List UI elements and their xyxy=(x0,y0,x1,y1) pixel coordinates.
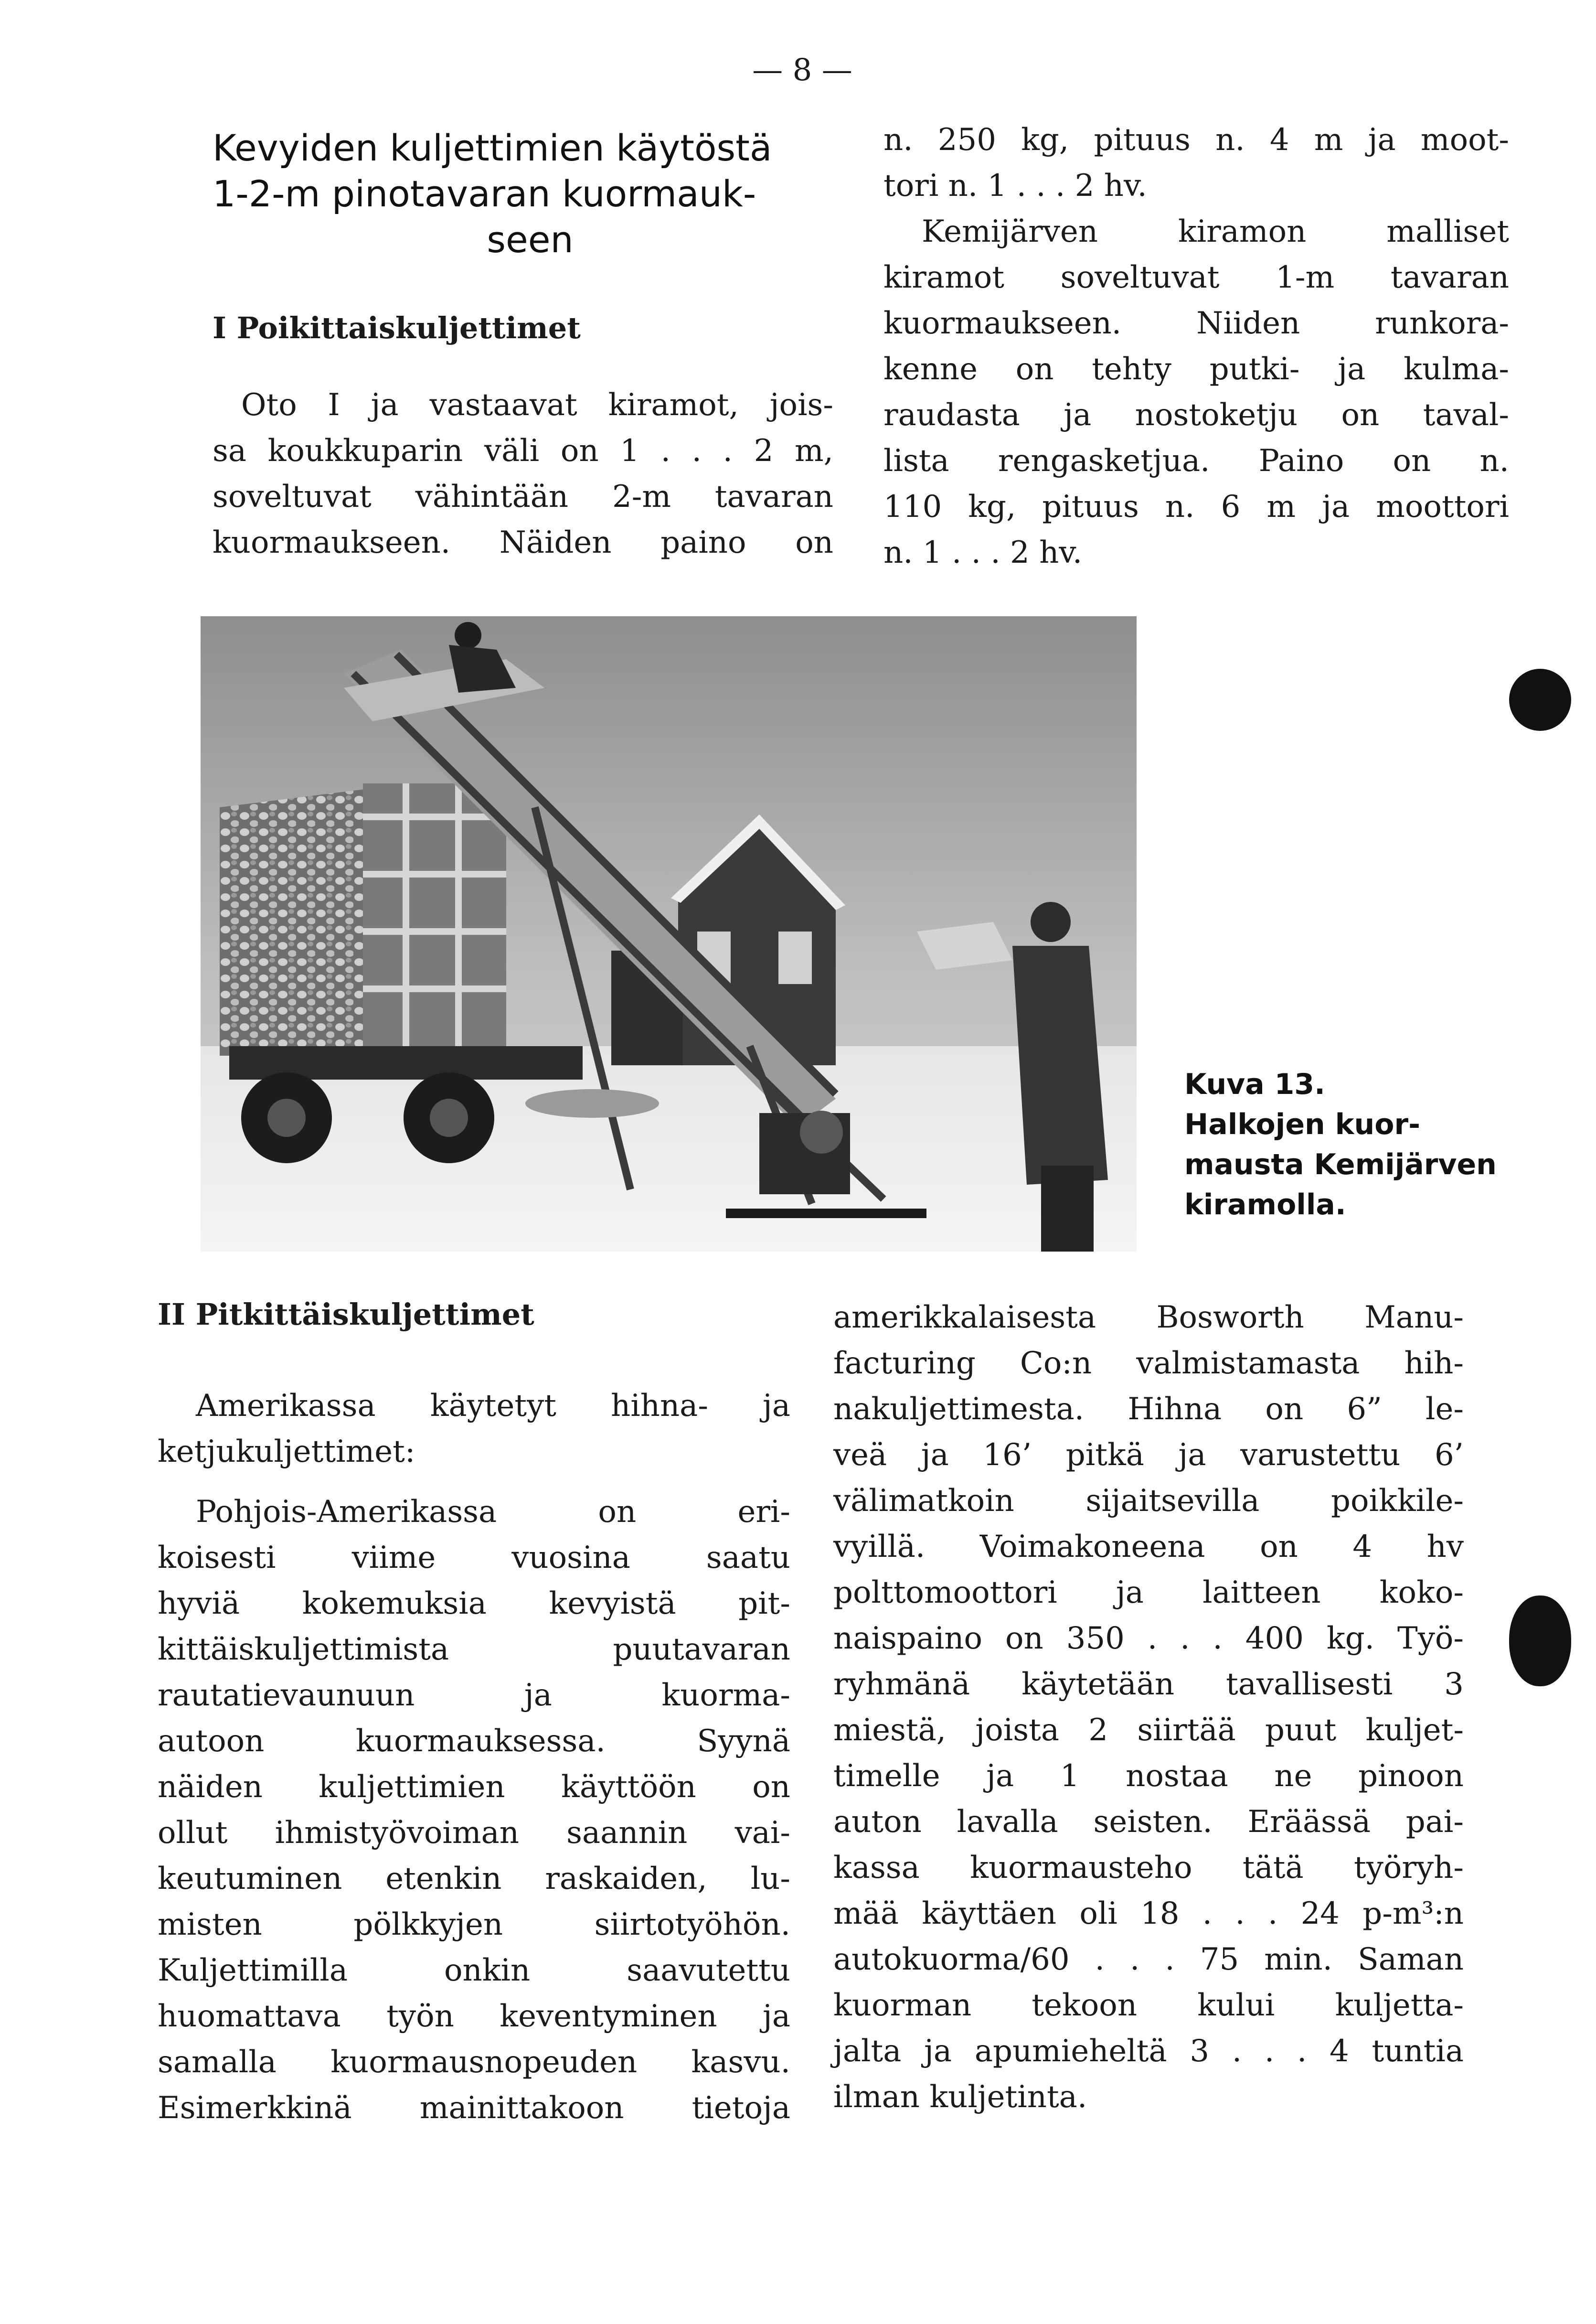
text-line: ketjukuljettimet: xyxy=(158,1434,415,1469)
text-line: Kuljettimilla onkin saavutettu xyxy=(158,1953,790,1988)
text-line: misten pölkkyjen siirtotyöhön. xyxy=(158,1907,790,1942)
text-line: näiden kuljettimien käyttöön on xyxy=(158,1769,790,1805)
text-line: timelle ja 1 nostaa ne pinoon xyxy=(833,1758,1464,1794)
text-line: n. 250 kg, pituus n. 4 m ja moot- xyxy=(883,122,1509,158)
text-line: Esimerkkinä mainittakoon tietoja xyxy=(158,2090,790,2126)
text-line: koisesti viime vuosina saatu xyxy=(158,1540,790,1575)
text-line: välimatkoin sijaitsevilla poikkile- xyxy=(833,1483,1464,1519)
text-line: kassa kuormausteho tätä työryh- xyxy=(833,1850,1464,1885)
text-line: Kemijärven kiramon malliset xyxy=(922,214,1509,249)
binder-hole-icon xyxy=(1509,1596,1571,1686)
text-line: ryhmänä käytetään tavallisesti 3 xyxy=(833,1667,1464,1702)
photo-kiramo-loading xyxy=(201,616,1137,1252)
text-line: tori n. 1 . . . 2 hv. xyxy=(883,168,1147,203)
text-line: autokuorma/60 . . . 75 min. Saman xyxy=(833,1942,1464,1977)
paragraph-column2-top xyxy=(883,117,1509,576)
caption-line: Halkojen kuor- xyxy=(1184,1108,1420,1141)
text-line: Pohjois-Amerikassa on eri- xyxy=(196,1494,790,1530)
text-line: Amerikassa käytetyt hihna- ja xyxy=(196,1388,790,1424)
text-line: soveltuvat vähintään 2-m tavaran xyxy=(213,479,833,514)
text-line: autoon kuormauksessa. Syynä xyxy=(158,1724,790,1759)
section-title-pitkittais: II Pitkittäiskuljettimet xyxy=(158,1297,534,1332)
text-line: n. 1 . . . 2 hv. xyxy=(883,535,1083,570)
text-line: ollut ihmistyövoiman saannin vai- xyxy=(158,1815,790,1851)
text-line: hyviä kokemuksia kevyistä pit- xyxy=(158,1586,790,1621)
text-line: jalta ja apumieheltä 3 . . . 4 tuntia xyxy=(833,2034,1464,2069)
text-line: polttomoottori ja laitteen koko- xyxy=(833,1575,1464,1610)
text-line: samalla kuormausnopeuden kasvu. xyxy=(158,2045,790,2080)
paragraph-section1 xyxy=(213,382,833,566)
text-line: kittäiskuljettimista puutavaran xyxy=(158,1632,790,1667)
binder-hole-icon xyxy=(1509,669,1571,731)
text-line: kuormaukseen. Niiden runkora- xyxy=(883,306,1509,341)
text-line: kuormaukseen. Näiden paino on xyxy=(213,525,833,560)
text-line: kiramot soveltuvat 1-m tavaran xyxy=(883,260,1509,295)
text-line: ilman kuljetinta. xyxy=(833,2079,1087,2115)
text-line: 110 kg, pituus n. 6 m ja moottori xyxy=(883,489,1509,525)
text-line: huomattava työn keventyminen ja xyxy=(158,1999,790,2034)
paragraph-column2-bottom xyxy=(833,1295,1464,2120)
text-line: mää käyttäen oli 18 . . . 24 p-m³:n xyxy=(833,1896,1464,1931)
caption-line: kiramolla. xyxy=(1184,1188,1346,1221)
text-line: Oto I ja vastaavat kiramot, jois- xyxy=(241,387,833,423)
text-line: naispaino on 350 . . . 400 kg. Työ- xyxy=(833,1621,1464,1656)
text-line: rautatievaunuun ja kuorma- xyxy=(158,1678,790,1713)
text-line: vyillä. Voimakoneena on 4 hv xyxy=(833,1529,1464,1564)
text-line: kuorman tekoon kului kuljetta- xyxy=(833,1988,1464,2023)
article-heading xyxy=(213,125,848,263)
caption-line: Kuva 13. xyxy=(1184,1068,1325,1101)
page-number: — 8 — xyxy=(752,53,852,88)
text-line: auton lavalla seisten. Eräässä pai- xyxy=(833,1804,1464,1840)
heading-line: Kevyiden kuljettimien käytöstä xyxy=(213,127,772,169)
text-line: nakuljettimesta. Hihna on 6” le- xyxy=(833,1392,1464,1427)
text-line: facturing Co:n valmistamasta hih- xyxy=(833,1346,1464,1381)
heading-line: seen xyxy=(487,218,574,261)
paragraph-section2 xyxy=(158,1383,790,2131)
text-line: amerikkalaisesta Bosworth Manu- xyxy=(833,1300,1464,1335)
text-line: veä ja 16’ pitkä ja varustettu 6’ xyxy=(833,1437,1464,1473)
section-title-poikittais: I Poikittaiskuljettimet xyxy=(213,311,581,345)
text-line: keutuminen etenkin raskaiden, lu- xyxy=(158,1861,790,1896)
caption-line: mausta Kemijärven xyxy=(1184,1148,1497,1181)
figure-caption xyxy=(1184,1064,1519,1225)
text-line: miestä, joista 2 siirtää puut kuljet- xyxy=(833,1713,1464,1748)
heading-line: 1-2-m pinotavaran kuormauk- xyxy=(213,172,756,215)
text-line: raudasta ja nostoketju on taval- xyxy=(883,397,1509,433)
text-line: sa koukkuparin väli on 1 . . . 2 m, xyxy=(213,433,833,469)
text-line: kenne on tehty putki- ja kulma- xyxy=(883,352,1509,387)
text-line: lista rengasketjua. Paino on n. xyxy=(883,443,1509,479)
